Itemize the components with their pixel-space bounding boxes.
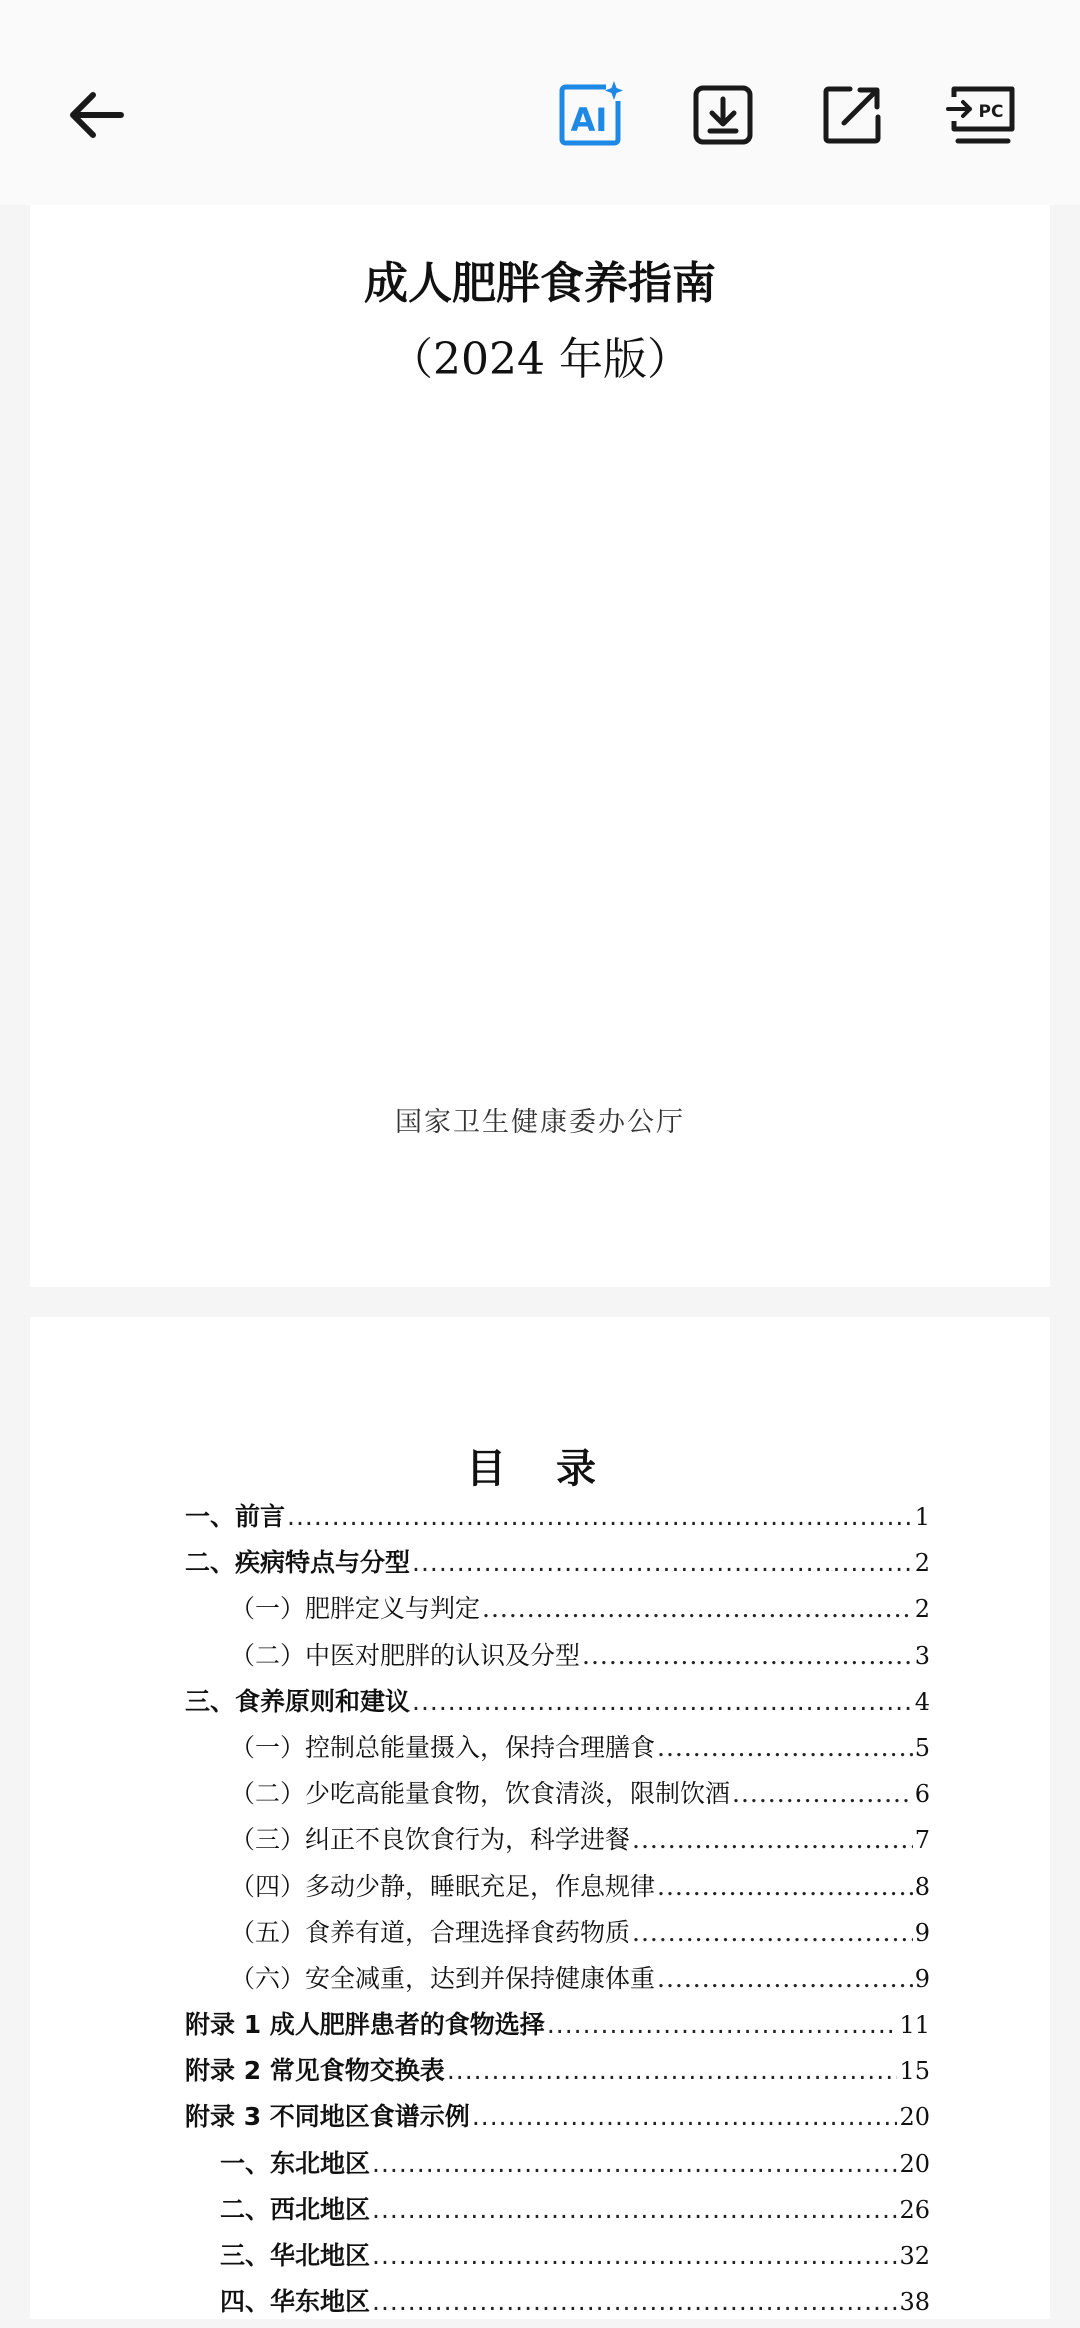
toc-entry[interactable] [185, 2190, 930, 2236]
toc-entry-page: 2 [914, 1549, 930, 1578]
toc-leader-dots [547, 2010, 898, 2039]
toc-leader-dots [482, 1594, 913, 1623]
toc-entry[interactable] [185, 1774, 930, 1820]
toc-entry[interactable] [185, 2144, 930, 2190]
toc-entry[interactable] [185, 1497, 930, 1543]
top-toolbar [0, 0, 1080, 205]
toc-entry[interactable] [185, 1867, 930, 1913]
download-icon [691, 83, 755, 147]
toc-leader-dots [582, 1641, 913, 1670]
toc-entry-page: 20 [899, 2103, 930, 2132]
toc-entry-page: 11 [899, 2011, 930, 2040]
toc-entry-label: （一）肥胖定义与判定 [230, 1594, 481, 1624]
toc-entry[interactable] [185, 1913, 930, 1959]
toc-entry[interactable] [185, 1682, 930, 1728]
toc-list [185, 1497, 930, 2328]
toc-entry[interactable] [185, 1589, 930, 1635]
toc-leader-dots [412, 1687, 913, 1716]
toc-entry-page: 6 [914, 1780, 930, 1809]
toc-entry-label: （四）多动少静，睡眠充足，作息规律 [230, 1871, 656, 1901]
toc-entry-page: 15 [899, 2057, 930, 2086]
toc-leader-dots [632, 1825, 913, 1854]
toc-entry-label: 二、疾病特点与分型 [185, 1548, 411, 1578]
toc-entry-page: 9 [914, 1918, 930, 1947]
toc-entry-label: 一、前言 [185, 1502, 286, 1531]
toc-entry-page: 8 [914, 1872, 930, 1901]
toc-leader-dots [372, 2149, 897, 2178]
toc-leader-dots [472, 2102, 898, 2131]
toc-entry[interactable] [185, 1959, 930, 2005]
document-title: 成人肥胖食养指南 [364, 258, 716, 309]
toc-entry-label: 附录 3 不同地区食谱示例 [185, 2102, 470, 2132]
toc-entry[interactable] [185, 2097, 930, 2143]
toc-entry-page: 20 [899, 2149, 930, 2178]
ai-sparkle-icon [556, 79, 628, 151]
toc-page [30, 1317, 1050, 2319]
toc-entry[interactable] [185, 1636, 930, 1682]
document-edition: （2024 年版） [389, 334, 691, 385]
toc-leader-dots [287, 1502, 913, 1531]
toc-entry-page: 32 [899, 2242, 930, 2270]
toc-entry-page: 1 [914, 1503, 930, 1531]
toc-title: 目 录 [466, 1445, 614, 1492]
toc-leader-dots [657, 1872, 913, 1901]
back-button[interactable] [55, 75, 135, 155]
toc-entry-label: 二、西北地区 [220, 2194, 371, 2224]
toc-entry-label: （三）纠正不良饮食行为，科学进餐 [230, 1825, 631, 1855]
ai-label: AI [570, 101, 608, 139]
toc-leader-dots [657, 1964, 913, 1993]
toc-entry-label: （一）控制总能量摄入，保持合理膳食 [230, 1732, 656, 1762]
download-button[interactable] [683, 75, 763, 155]
toc-entry-label: （二）少吃高能量食物，饮食清淡，限制饮酒 [230, 1779, 731, 1809]
toc-entry-page: 2 [914, 1595, 930, 1624]
document-issuer: 国家卫生健康委办公厅 [395, 1107, 685, 1138]
toc-entry-page: 9 [914, 1964, 930, 1993]
pc-label: PC [978, 102, 1004, 122]
toc-entry-label: 三、食养原则和建议 [185, 1686, 411, 1716]
toc-leader-dots [372, 2241, 897, 2270]
toc-entry-label: 附录 2 常见食物交换表 [185, 2056, 445, 2086]
toc-entry-page: 26 [899, 2195, 930, 2224]
toc-entry-label: 四、华东地区 [220, 2287, 371, 2317]
toc-leader-dots [372, 2195, 897, 2224]
toc-entry-page: 4 [914, 1687, 930, 1716]
open-external-button[interactable] [812, 75, 892, 155]
toc-entry[interactable] [185, 1820, 930, 1866]
cover-page [30, 205, 1050, 1287]
arrow-left-icon [63, 83, 127, 147]
toc-entry-label: 一、东北地区 [220, 2148, 371, 2178]
toc-entry[interactable] [185, 1728, 930, 1774]
toc-entry[interactable] [185, 2051, 930, 2097]
toc-entry-label: （五）食养有道，合理选择食药物质 [230, 1917, 631, 1947]
open-external-icon [820, 83, 884, 147]
toc-leader-dots [732, 1779, 913, 1808]
toc-entry-page: 38 [899, 2288, 930, 2317]
toc-entry[interactable] [185, 2005, 930, 2051]
toc-entry[interactable] [185, 2236, 930, 2282]
toc-leader-dots [657, 1733, 913, 1762]
toc-entry-page: 3 [914, 1641, 930, 1670]
toc-entry-label: 三、华北地区 [220, 2241, 371, 2270]
toc-entry-page: 5 [914, 1733, 930, 1762]
ai-assistant-button[interactable] [552, 75, 632, 155]
toc-entry-label: 附录 1 成人肥胖患者的食物选择 [185, 2010, 545, 2040]
toc-leader-dots [372, 2287, 897, 2316]
toc-entry-page: 7 [914, 1826, 930, 1855]
send-to-pc-button[interactable] [942, 75, 1022, 155]
toc-leader-dots [632, 1918, 913, 1947]
toc-entry-label: （六）安全减重，达到并保持健康体重 [230, 1963, 656, 1993]
toc-entry[interactable] [185, 1543, 930, 1589]
send-to-pc-icon [946, 83, 1018, 147]
toc-entry[interactable] [185, 2282, 930, 2328]
toc-entry-label: （二）中医对肥胖的认识及分型 [230, 1640, 581, 1670]
toc-leader-dots [412, 1548, 913, 1577]
toc-leader-dots [447, 2056, 898, 2085]
